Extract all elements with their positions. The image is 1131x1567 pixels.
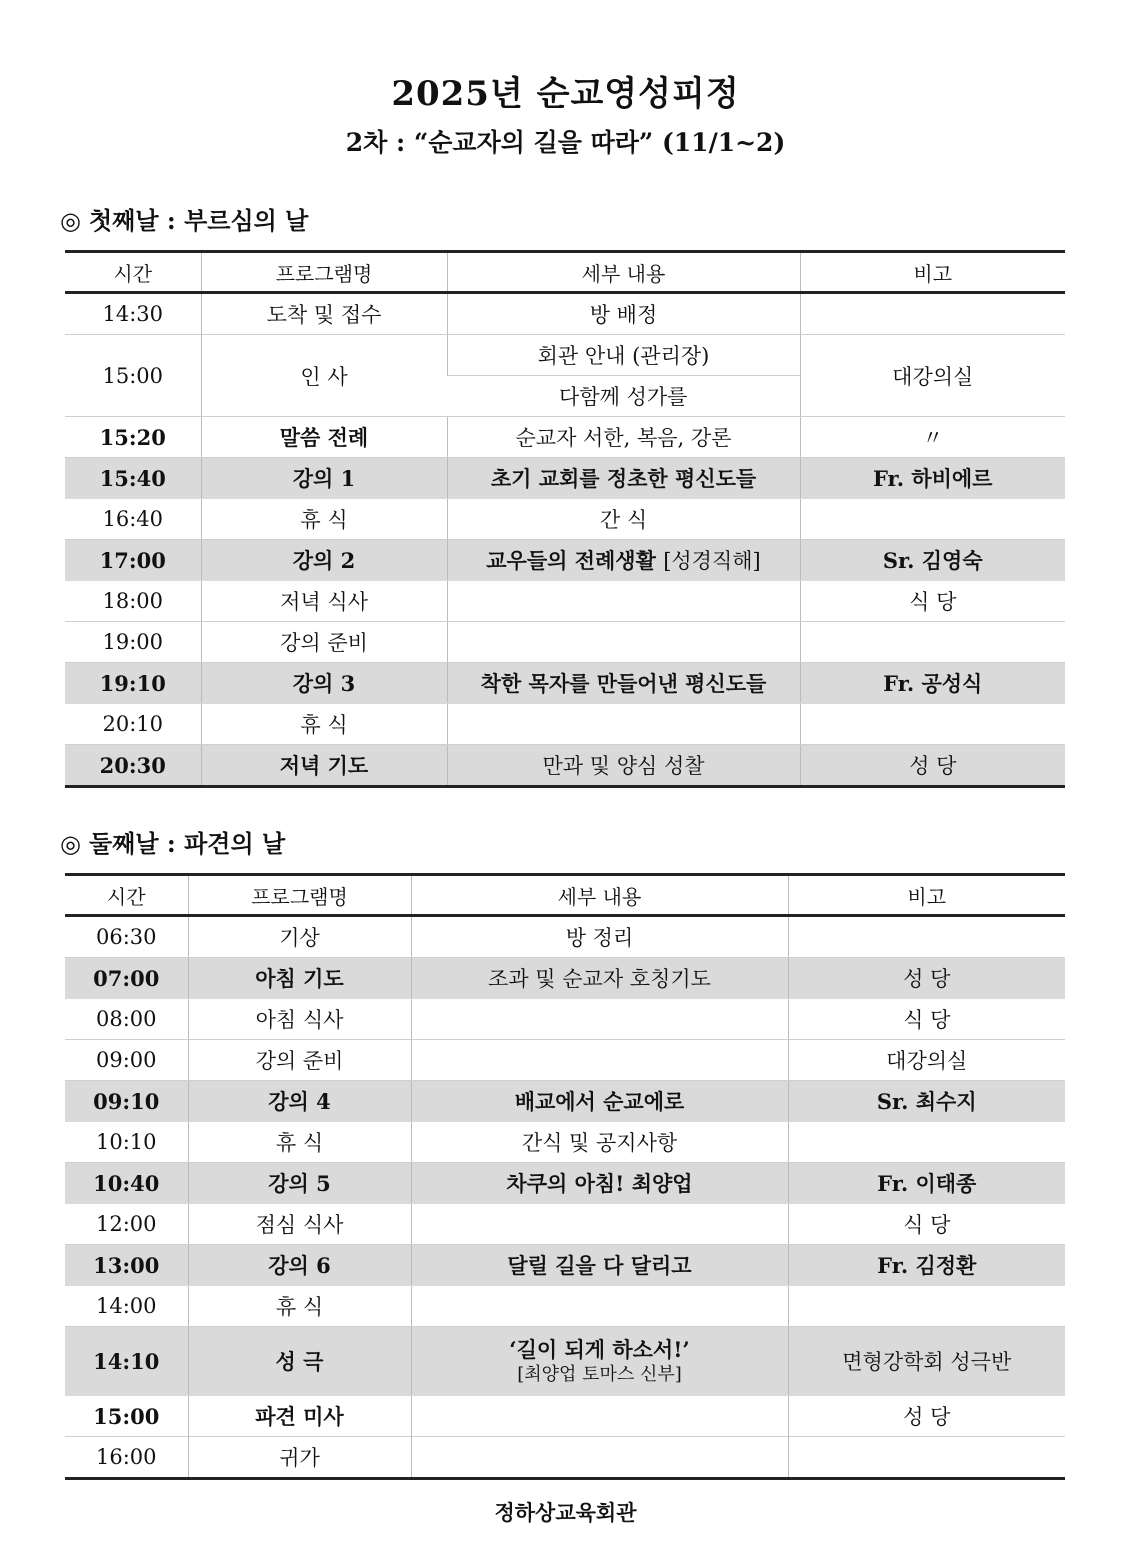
- program-cell: 점심 식사: [188, 1204, 411, 1245]
- detail-cell: 간 식: [447, 499, 800, 540]
- day1-heading-text: 첫째날 : 부르심의 날: [88, 206, 309, 235]
- note-cell: 식 당: [800, 581, 1065, 622]
- program-cell: 강의 6: [188, 1245, 411, 1286]
- note-cell: [788, 1286, 1065, 1327]
- detail-cell: 간식 및 공지사항: [411, 1122, 788, 1163]
- detail-text: 만과 및 양심 성찰: [542, 754, 705, 778]
- time-cell: 09:10: [65, 1081, 188, 1122]
- table-row-highlighted: [65, 958, 1065, 999]
- detail-cell: [411, 1204, 788, 1245]
- table-row: [65, 1286, 1065, 1327]
- note-cell: [800, 293, 1065, 335]
- note-cell: Fr. 하비에르: [800, 458, 1065, 499]
- note-cell: [800, 745, 1065, 787]
- note-cell: [788, 1122, 1065, 1163]
- header-note: 비고: [788, 875, 1065, 916]
- header-program: 프로그램명: [188, 875, 411, 916]
- program-cell: 말씀 전례: [201, 417, 447, 458]
- time-cell: 19:10: [65, 663, 201, 704]
- header-program: 프로그램명: [201, 252, 447, 293]
- document-subtitle: 2차 : “순교자의 길을 따라” (11/1~2): [345, 128, 786, 157]
- table-row: [65, 1204, 1065, 1245]
- table-row: [65, 1396, 1065, 1437]
- program-cell: 휴 식: [188, 1286, 411, 1327]
- program-cell: 휴 식: [201, 499, 447, 540]
- table-row-highlighted: [65, 663, 1065, 704]
- table-row: [65, 1040, 1065, 1081]
- program-cell: 강의 3: [201, 663, 447, 704]
- time-cell: 08:00: [65, 999, 188, 1040]
- note-cell: 대강의실: [800, 335, 1065, 417]
- time-cell: 10:40: [65, 1163, 188, 1204]
- time-cell: 14:00: [65, 1286, 188, 1327]
- note-cell: [800, 704, 1065, 745]
- note-cell: 〃: [800, 417, 1065, 458]
- table-row: [65, 916, 1065, 958]
- time-cell: 14:10: [65, 1327, 188, 1396]
- table-row: [65, 335, 1065, 376]
- header-detail: 세부 내용: [411, 875, 788, 916]
- table-row: [65, 417, 1065, 458]
- program-cell: 휴 식: [201, 704, 447, 745]
- note-cell: [788, 916, 1065, 958]
- note-cell: Sr. 최수지: [788, 1081, 1065, 1122]
- note-cell: Fr. 김정환: [788, 1245, 1065, 1286]
- table-row-highlighted: [65, 540, 1065, 581]
- program-cell: 성 극: [188, 1327, 411, 1396]
- detail-cell: [411, 1437, 788, 1479]
- time-cell: 15:00: [65, 1396, 188, 1437]
- time-cell: 15:40: [65, 458, 201, 499]
- day2-heading-text: 둘째날 : 파견의 날: [88, 829, 286, 858]
- note-cell: [788, 1327, 1065, 1396]
- table-header-row: [65, 252, 1065, 293]
- header-time: 시간: [65, 875, 188, 916]
- note-text: 면형강학회 성극반: [842, 1350, 1012, 1374]
- program-cell: 강의 1: [201, 458, 447, 499]
- note-text: 성 당: [909, 754, 957, 778]
- detail-text: 조과 및 순교자 호칭기도: [488, 967, 711, 991]
- time-cell: 06:30: [65, 916, 188, 958]
- detail-cell: [411, 999, 788, 1040]
- detail-cell: [411, 1396, 788, 1437]
- time-cell: 16:40: [65, 499, 201, 540]
- note-cell: [800, 499, 1065, 540]
- table-row: [65, 622, 1065, 663]
- table-row: [65, 704, 1065, 745]
- note-cell: [788, 1437, 1065, 1479]
- note-cell: Fr. 이태종: [788, 1163, 1065, 1204]
- detail-cell: [411, 1327, 788, 1396]
- time-cell: 14:30: [65, 293, 201, 335]
- time-cell: 18:00: [65, 581, 201, 622]
- detail-cell: 차쿠의 아침! 최양업: [411, 1163, 788, 1204]
- time-cell: 10:10: [65, 1122, 188, 1163]
- header-time: 시간: [65, 252, 201, 293]
- program-cell: 아침 기도: [188, 958, 411, 999]
- note-cell: 성 당: [788, 1396, 1065, 1437]
- table-row: [65, 1122, 1065, 1163]
- program-cell: 강의 5: [188, 1163, 411, 1204]
- detail-text: ‘길이 되게 하소서!’: [509, 1337, 690, 1362]
- note-cell: Sr. 김영숙: [800, 540, 1065, 581]
- detail-cell: [447, 704, 800, 745]
- day1-heading: [60, 201, 308, 236]
- table-row: [65, 1437, 1065, 1479]
- table-row-highlighted: [65, 1245, 1065, 1286]
- detail-text: 교우들의 전례생활: [486, 548, 656, 573]
- detail-cell: [447, 622, 800, 663]
- program-cell: 도착 및 접수: [201, 293, 447, 335]
- program-cell: 저녁 식사: [201, 581, 447, 622]
- detail-cell: 다함께 성가를: [447, 376, 800, 417]
- document-title: 2025년 순교영성피정: [391, 74, 740, 114]
- program-cell: 귀가: [188, 1437, 411, 1479]
- program-cell: 강의 준비: [201, 622, 447, 663]
- detail-cell: 초기 교회를 정초한 평신도들: [447, 458, 800, 499]
- table-row: [65, 293, 1065, 335]
- program-cell: 강의 4: [188, 1081, 411, 1122]
- day2-schedule-table: [65, 873, 1065, 1480]
- program-cell: 휴 식: [188, 1122, 411, 1163]
- program-cell: 파견 미사: [188, 1396, 411, 1437]
- table-row-highlighted: [65, 1327, 1065, 1396]
- table-header-row: [65, 875, 1065, 916]
- table-row: [65, 499, 1065, 540]
- detail-sub-text: [최양업 토마스 신부]: [517, 1364, 682, 1385]
- program-cell: 강의 2: [201, 540, 447, 581]
- detail-cell: 달릴 길을 다 달리고: [411, 1245, 788, 1286]
- time-cell: 20:10: [65, 704, 201, 745]
- table-row-highlighted: [65, 1081, 1065, 1122]
- detail-cell: [411, 958, 788, 999]
- detail-extra-text: [성경직해]: [663, 549, 761, 573]
- detail-cell: 방 정리: [411, 916, 788, 958]
- detail-cell: [447, 745, 800, 787]
- table-row-highlighted: [65, 458, 1065, 499]
- header-detail: 세부 내용: [447, 252, 800, 293]
- detail-cell: 순교자 서한, 복음, 강론: [447, 417, 800, 458]
- double-circle-icon: ◎: [60, 830, 81, 858]
- note-cell: 식 당: [788, 1204, 1065, 1245]
- detail-cell: 방 배정: [447, 293, 800, 335]
- detail-cell: 배교에서 순교에로: [411, 1081, 788, 1122]
- detail-cell: [447, 581, 800, 622]
- double-circle-icon: ◎: [60, 207, 81, 235]
- program-cell: 강의 준비: [188, 1040, 411, 1081]
- detail-cell: 착한 목자를 만들어낸 평신도들: [447, 663, 800, 704]
- detail-cell: [411, 1286, 788, 1327]
- note-cell: 식 당: [788, 999, 1065, 1040]
- time-cell: 12:00: [65, 1204, 188, 1245]
- time-cell: 13:00: [65, 1245, 188, 1286]
- note-cell: Fr. 공성식: [800, 663, 1065, 704]
- program-cell: 기상: [188, 916, 411, 958]
- day2-heading: [60, 824, 285, 859]
- header-note: 비고: [800, 252, 1065, 293]
- note-cell: [800, 622, 1065, 663]
- program-cell: 저녁 기도: [201, 745, 447, 787]
- time-cell: 19:00: [65, 622, 201, 663]
- program-cell: 인 사: [201, 335, 447, 417]
- table-row-highlighted: [65, 1163, 1065, 1204]
- detail-cell: [447, 540, 800, 581]
- time-cell: 07:00: [65, 958, 188, 999]
- time-cell: 15:20: [65, 417, 201, 458]
- time-cell: 15:00: [65, 335, 201, 417]
- footer-organization: 정하상교육회관: [494, 1500, 637, 1525]
- table-row-highlighted: [65, 745, 1065, 787]
- table-row: [65, 581, 1065, 622]
- program-cell: 아침 식사: [188, 999, 411, 1040]
- note-cell: 대강의실: [788, 1040, 1065, 1081]
- note-cell: [788, 958, 1065, 999]
- note-text: 성 당: [903, 967, 951, 991]
- time-cell: 17:00: [65, 540, 201, 581]
- time-cell: 20:30: [65, 745, 201, 787]
- table-row: [65, 999, 1065, 1040]
- detail-cell: 회관 안내 (관리장): [447, 335, 800, 376]
- time-cell: 16:00: [65, 1437, 188, 1479]
- time-cell: 09:00: [65, 1040, 188, 1081]
- day1-schedule-table: [65, 250, 1065, 788]
- detail-cell: [411, 1040, 788, 1081]
